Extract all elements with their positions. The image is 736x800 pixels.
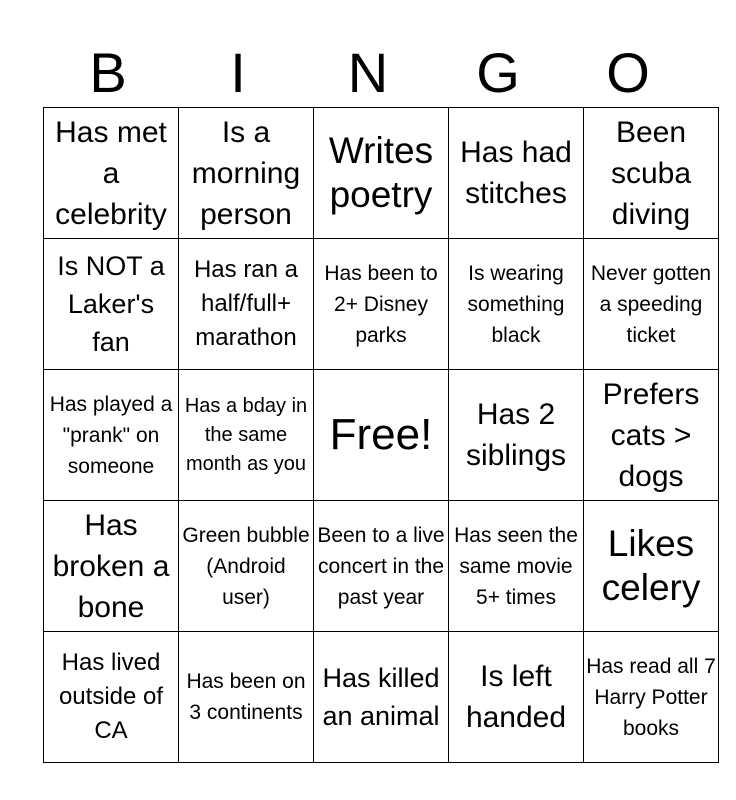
bingo-cell: [179, 501, 314, 632]
bingo-cell: [44, 370, 179, 501]
header-letter-n: N: [347, 41, 389, 104]
cell-text: Has been on 3 continents: [186, 670, 306, 724]
cell-text: Has been to 2+ Disney parks: [324, 261, 438, 347]
cell-text: Is left handed: [465, 660, 567, 734]
bingo-cell: [449, 108, 584, 239]
cell-text: Has broken a bone: [52, 508, 170, 624]
bingo-cell: [44, 239, 179, 370]
bingo-header: [43, 40, 693, 106]
cell-text: Is NOT a Laker's fan: [57, 251, 165, 357]
bingo-cell: [449, 501, 584, 632]
cell-text: Has had stitches: [460, 136, 572, 210]
bingo-cell: [584, 501, 719, 632]
bingo-cell: [584, 632, 719, 763]
bingo-cell: [584, 108, 719, 239]
grid-row: [44, 370, 719, 501]
cell-text: Is a morning person: [191, 115, 301, 231]
bingo-cell: [44, 501, 179, 632]
cell-text: Has played a "prank" on someone: [49, 392, 173, 478]
grid-row: [44, 239, 719, 370]
cell-text: Has met a celebrity: [55, 115, 167, 231]
cell-text: Been to a live concert in the past year: [317, 523, 445, 609]
cell-text: Has killed an animal: [322, 663, 440, 731]
bingo-cell: [449, 370, 584, 501]
header-letter-g: G: [476, 41, 520, 104]
bingo-cell: [179, 632, 314, 763]
cell-text: Has ran a half/full+ marathon: [193, 256, 299, 351]
bingo-cell: [44, 108, 179, 239]
cell-text: Has 2 siblings: [465, 398, 567, 472]
grid-row: [44, 632, 719, 763]
bingo-grid: [43, 107, 719, 763]
bingo-cell: [449, 239, 584, 370]
bingo-cell: [179, 370, 314, 501]
cell-text: Has a bday in the same month as you: [184, 394, 308, 475]
bingo-cell: [314, 632, 449, 763]
cell-text: Free!: [329, 410, 433, 459]
cell-text: Been scuba diving: [610, 115, 692, 231]
header-letter-i: I: [230, 41, 246, 104]
cell-text: Prefers cats > dogs: [602, 377, 700, 493]
cell-text: Green bubble (Android user): [182, 523, 310, 609]
grid-row: [44, 501, 719, 632]
cell-text: Has seen the same movie 5+ times: [454, 523, 578, 609]
bingo-cell: [314, 239, 449, 370]
cell-text: Writes poetry: [328, 130, 434, 215]
cell-text: Has lived outside of CA: [58, 649, 164, 744]
grid-row: [44, 108, 719, 239]
bingo-cell: [314, 370, 449, 501]
cell-text: Is wearing something black: [467, 261, 565, 347]
bingo-cell: [584, 370, 719, 501]
bingo-cell: [584, 239, 719, 370]
bingo-cell: [44, 632, 179, 763]
cell-text: Never gotten a speeding ticket: [590, 261, 712, 347]
cell-text: Likes celery: [601, 523, 701, 608]
bingo-cell: [179, 108, 314, 239]
bingo-cell: [314, 108, 449, 239]
bingo-cell: [449, 632, 584, 763]
header-letter-o: O: [606, 41, 650, 104]
bingo-cell: [314, 501, 449, 632]
bingo-cell: [179, 239, 314, 370]
header-letter-b: B: [89, 41, 127, 104]
cell-text: Has read all 7 Harry Potter books: [586, 654, 716, 740]
